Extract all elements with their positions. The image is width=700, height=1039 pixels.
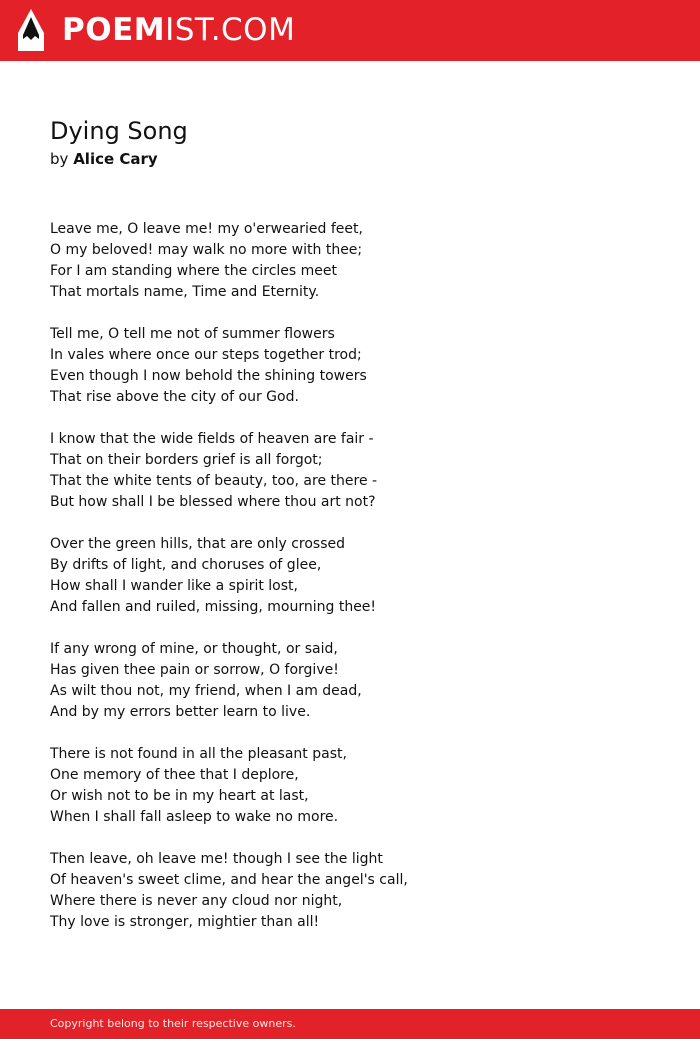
stanza <box>50 534 670 618</box>
poem-line: One memory of thee that I deplore, <box>50 767 299 783</box>
brand-light: IST.COM <box>165 12 296 48</box>
stanza <box>50 849 670 933</box>
poem-line: For I am standing where the circles meet <box>50 263 337 279</box>
poem-line: That rise above the city of our God. <box>50 389 299 405</box>
stanza <box>50 744 670 828</box>
poem-line: Over the green hills, that are only crossed <box>50 536 346 552</box>
poem-line: Then leave, oh leave me! though I see the light <box>50 851 383 867</box>
author-name: Alice Cary <box>73 150 158 168</box>
poem-line: Where there is never any cloud nor night, <box>50 893 343 909</box>
byline <box>50 149 158 169</box>
poem-line: I know that the wide fields of heaven are fair - <box>50 431 374 447</box>
stanza <box>50 324 670 408</box>
poem-line: That the white tents of beauty, too, are there - <box>50 473 378 489</box>
stanza <box>50 429 670 513</box>
site-footer <box>0 1009 700 1039</box>
poem-line: As wilt thou not, my friend, when I am dead, <box>50 683 362 699</box>
poem-line: That mortals name, Time and Eternity. <box>50 284 320 300</box>
poem-line: Leave me, O leave me! my o'erwearied feet, <box>50 221 363 237</box>
stanza <box>50 219 670 303</box>
stanza <box>50 639 670 723</box>
poem-line: Even though I now behold the shining towers <box>50 368 367 384</box>
poem-line: Has given thee pain or sorrow, O forgive! <box>50 662 339 678</box>
poem-line: In vales where once our steps together trod; <box>50 347 362 363</box>
poem-line: Of heaven's sweet clime, and hear the angel's call, <box>50 872 408 888</box>
poem-line: O my beloved! may walk no more with thee; <box>50 242 363 258</box>
poem-line: How shall I wander like a spirit lost, <box>50 578 298 594</box>
brand-bold: POEM <box>62 12 166 48</box>
poem-line: Tell me, O tell me not of summer flowers <box>50 326 335 342</box>
pencil-logo-icon[interactable] <box>18 9 44 51</box>
poem-line: And fallen and ruiled, missing, mourning thee! <box>50 599 377 615</box>
poem-title: Dying Song <box>50 117 188 145</box>
poem-line: By drifts of light, and choruses of glee, <box>50 557 322 573</box>
poem-body <box>50 219 670 954</box>
poem-line: And by my errors better learn to live. <box>50 704 311 720</box>
poem-line: When I shall fall asleep to wake no more. <box>50 809 339 825</box>
copyright-text: Copyright belong to their respective owners. <box>50 1017 296 1030</box>
site-logo-text[interactable] <box>62 12 295 48</box>
poem-line: That on their borders grief is all forgot; <box>50 452 323 468</box>
site-header <box>0 0 700 61</box>
poem-line: There is not found in all the pleasant past, <box>50 746 347 762</box>
poem-line: Or wish not to be in my heart at last, <box>50 788 309 804</box>
poem-line: Thy love is stronger, mightier than all! <box>50 914 320 930</box>
poem-line: But how shall I be blessed where thou art not? <box>50 494 376 510</box>
poem-line: If any wrong of mine, or thought, or said, <box>50 641 338 657</box>
byline-prefix: by <box>50 150 69 168</box>
